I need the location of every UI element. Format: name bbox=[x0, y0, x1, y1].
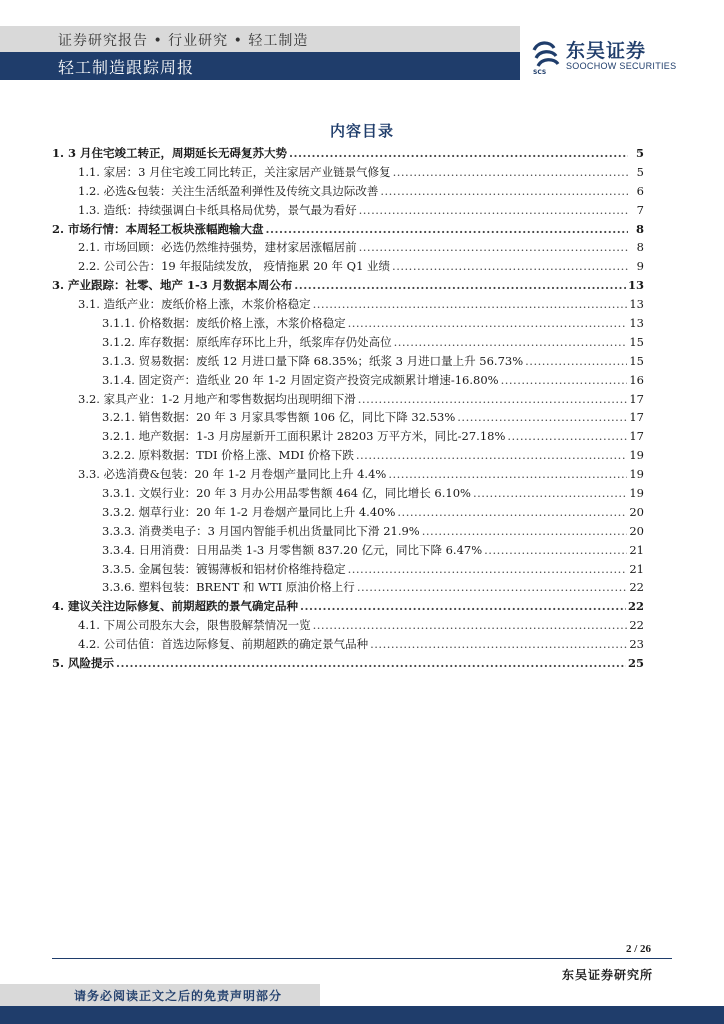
logo-name-en: SOOCHOW SECURITIES bbox=[566, 61, 677, 71]
report-title: 轻工制造跟踪周报 bbox=[58, 58, 195, 77]
disclaimer-text: 请务必阅读正文之后的免责声明部分 bbox=[74, 989, 283, 1003]
toc-entry[interactable]: 2.2. 公司公告：19 年报陆续发放， 疫情拖累 20 年 Q1 业绩 ..... 9 bbox=[52, 257, 644, 276]
toc-entry[interactable]: 1.2. 必选&包装：关注生活纸盈利弹性及传统文具边际改善 ..... 6 bbox=[52, 182, 644, 201]
toc-entry[interactable]: 3. 产业跟踪：社零、地产 1-3 月数据本周公布 ..... 13 bbox=[52, 276, 644, 295]
toc-entry[interactable]: 1.1. 家居：3 月住宅竣工同比转正，关注家居产业链景气修复 ..... 5 bbox=[52, 163, 644, 182]
toc-entry[interactable]: 3.1.2. 库存数据：原纸库存环比上升，纸浆库存仍处高位 ..... 15 bbox=[52, 333, 644, 352]
toc-title: 内容目录 bbox=[329, 122, 394, 140]
page-number: 2 / 26 bbox=[626, 943, 652, 955]
toc-entry[interactable]: 4.1. 下周公司股东大会，限售股解禁情况一览 ..... 22 bbox=[52, 616, 644, 635]
toc-entry[interactable]: 3.3.5. 金属包装：镀锡薄板和铝材价格维持稳定 ..... 21 bbox=[52, 560, 644, 579]
toc-entry[interactable]: 2.1. 市场回顾：必选仍然维持强势，建材家居涨幅居前 ..... 8 bbox=[52, 238, 644, 257]
toc-entry[interactable]: 3.3. 必选消费&包装：20 年 1-2 月卷烟产量同比上升 4.4% ..... 19 bbox=[52, 465, 644, 484]
toc-entry[interactable]: 3.3.6. 塑料包装：BRENT 和 WTI 原油价格上行 ..... 22 bbox=[52, 578, 644, 597]
toc-entry[interactable]: 3.3.4. 日用消费：日用品类 1-3 月零售额 837.20 亿元，同比下降 6.47% ..... 21 bbox=[52, 541, 644, 560]
toc-entry[interactable]: 3.3.3. 消费类电子：3 月国内智能手机出货量同比下滑 21.9% ..... 20 bbox=[52, 522, 644, 541]
institute-name: 东吴证券研究所 bbox=[562, 968, 654, 982]
toc-entry[interactable]: 3.2.2. 原料数据：TDI 价格上涨、MDI 价格下跌 ..... 19 bbox=[52, 446, 644, 465]
toc-entry[interactable]: 3.1.4. 固定资产：造纸业 20 年 1-2 月固定资产投资完成额累计增速-16.80% ..... 16 bbox=[52, 371, 644, 390]
toc-entry[interactable]: 3.1.3. 贸易数据：废纸 12 月进口量下降 68.35%；纸浆 3 月进口量上升 56.73% ..... 15 bbox=[52, 352, 644, 371]
toc-entry[interactable]: 4. 建议关注边际修复、前期超跌的景气确定品种 ..... 22 bbox=[52, 597, 644, 616]
toc-entry[interactable]: 3.3.1. 文娱行业：20 年 3 月办公用品零售额 464 亿，同比增长 6.10% ..... 19 bbox=[52, 484, 644, 503]
toc-entry[interactable]: 4.2. 公司估值：首选边际修复、前期超跌的确定景气品种 ..... 23 bbox=[52, 635, 644, 654]
toc-entry[interactable]: 3.3.2. 烟草行业：20 年 1-2 月卷烟产量同比上升 4.40% ..... 20 bbox=[52, 503, 644, 522]
toc-entry[interactable]: 1. 3 月住宅竣工转正，周期延长无碍复苏大势 ..... 5 bbox=[52, 144, 644, 163]
toc-entry[interactable]: 3.1.1. 价格数据：废纸价格上涨，木浆价格稳定 ..... 13 bbox=[52, 314, 644, 333]
footer-divider bbox=[52, 958, 672, 959]
toc-entry[interactable]: 3.2. 家具产业：1-2 月地产和零售数据均出现明细下滑 ..... 17 bbox=[52, 390, 644, 409]
toc-entry[interactable]: 3.2.1. 销售数据：20 年 3 月家具零售额 106 亿，同比下降 32.53% ..... 17 bbox=[52, 408, 644, 427]
logo-name-cn: 东吴证券 bbox=[566, 40, 647, 62]
toc-entry[interactable]: 1.3. 造纸：持续强调白卡纸具格局优势，景气最为看好 ..... 7 bbox=[52, 201, 644, 220]
toc-entry[interactable]: 2. 市场行情：本周轻工板块涨幅跑输大盘 ..... 8 bbox=[52, 220, 644, 239]
breadcrumb: 证券研究报告 • 行业研究 • 轻工制造 bbox=[58, 33, 309, 49]
toc-entry[interactable]: 3.2.1. 地产数据：1-3 月房屋新开工面积累计 28203 万平方米，同比-27.18% ..... 17 bbox=[52, 427, 644, 446]
logo-mark-text: SCS bbox=[533, 69, 547, 76]
toc-entry[interactable]: 5. 风险提示 ..... 25 bbox=[52, 654, 644, 673]
toc-entry[interactable]: 3.1. 造纸产业：废纸价格上涨，木浆价格稳定 ..... 13 bbox=[52, 295, 644, 314]
table-of-contents bbox=[52, 144, 644, 673]
bottom-bar bbox=[0, 1006, 724, 1024]
